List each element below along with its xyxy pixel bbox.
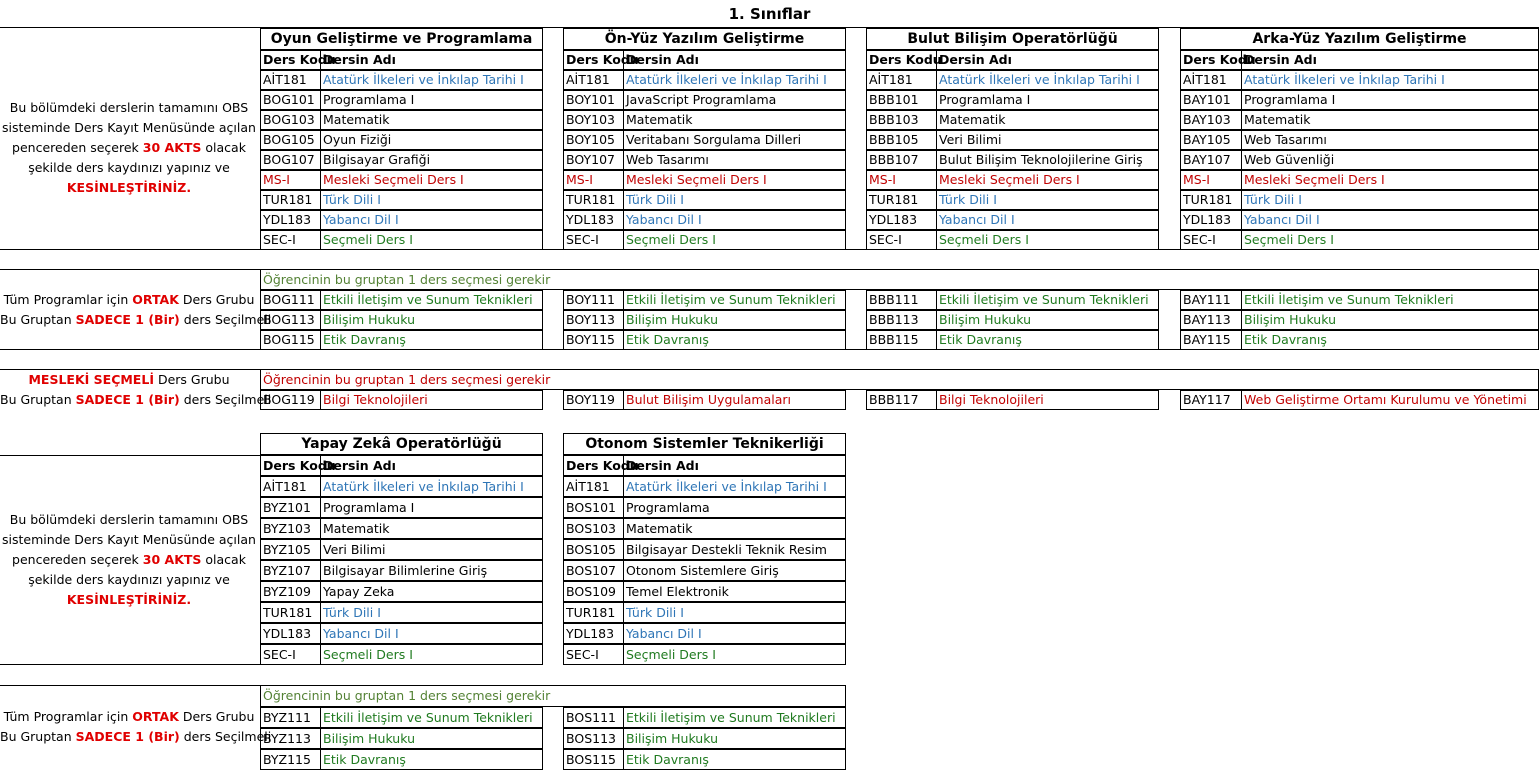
col-header-code: Ders Kodu [866,50,937,70]
note-text: Ders Grubu [178,709,255,724]
mesleki-code: BOY119 [563,390,624,410]
course-code: BOG107 [260,150,321,170]
course-name: Programlama [623,497,846,518]
note-main-top [0,98,258,198]
note-line [0,310,272,330]
mesleki-code: BAY117 [1180,390,1242,410]
ortak-code: BOY111 [563,290,624,310]
note-text: pencereden seçerek [12,552,143,567]
course-code: BYZ101 [260,497,321,518]
ortak-name: Etik Davranış [320,749,543,770]
program-title: Bulut Bilişim Operatörlüğü [866,28,1159,50]
course-name: Yabancı Dil I [936,210,1159,230]
note-text: Bu Gruptan [0,392,76,407]
course-name: Bulut Bilişim Teknolojilerine Giriş [936,150,1159,170]
course-name: Programlama I [936,90,1159,110]
col-header-code: Ders Kodu [260,455,321,476]
course-name: Matematik [1241,110,1539,130]
divider [0,455,260,456]
note-text: ders Seçilmeli [179,729,272,744]
note-text: ders Seçilmeli [179,392,272,407]
course-name: Web Tasarımı [1241,130,1539,150]
mesleki-code: BOG119 [260,390,321,410]
course-code: BOS107 [563,560,624,581]
course-code: AİT181 [260,476,321,497]
note-line [0,727,272,747]
note-text: Bu Gruptan [0,729,76,744]
ortak-code: BBB111 [866,290,937,310]
note-ortak-word: ORTAK [132,709,179,724]
course-code: SEC-I [260,230,321,250]
course-name: Mesleki Seçmeli Ders I [320,170,543,190]
course-name: Türk Dili I [623,190,846,210]
course-name: Matematik [623,110,846,130]
course-name: Matematik [936,110,1159,130]
group-note-ortak-bottom: Öğrencinin bu gruptan 1 ders seçmesi gerekir [260,685,846,707]
ortak-code: BYZ111 [260,707,321,728]
mesleki-code: BBB117 [866,390,937,410]
course-code: YDL183 [260,210,321,230]
course-code: TUR181 [563,602,624,623]
course-code: YDL183 [563,623,624,644]
course-code: BOS103 [563,518,624,539]
course-code: YDL183 [866,210,937,230]
ortak-code: BOS113 [563,728,624,749]
course-code: BAY103 [1180,110,1242,130]
course-code: TUR181 [1180,190,1242,210]
mesleki-name: Bilgi Teknolojileri [320,390,543,410]
ortak-name: Etkili İletişim ve Sunum Teknikleri [623,290,846,310]
col-header-code: Ders Kodu [260,50,321,70]
course-code: BYZ107 [260,560,321,581]
course-code: BOS101 [563,497,624,518]
ortak-code: BBB113 [866,310,937,330]
course-name: Veritabanı Sorgulama Dilleri [623,130,846,150]
divider [0,664,260,665]
course-name: Türk Dili I [623,602,846,623]
program-title: Ön-Yüz Yazılım Geliştirme [563,28,846,50]
course-name: Atatürk İlkeleri ve İnkılap Tarihi I [320,476,543,497]
course-code: AİT181 [866,70,937,90]
course-name: Türk Dili I [1241,190,1539,210]
note-line: sisteminde Ders Kayıt Menüsünde açılan [2,532,256,547]
course-name: Seçmeli Ders I [623,230,846,250]
course-name: Yabancı Dil I [320,210,543,230]
course-name: Bilgisayar Grafiği [320,150,543,170]
course-code: BOS105 [563,539,624,560]
note-akts: 30 AKTS [142,552,202,567]
note-ortak-bottom [0,707,272,747]
course-name: Programlama I [320,497,543,518]
course-code: AİT181 [563,476,624,497]
note-sadece: SADECE 1 (Bir) [75,312,180,327]
course-code: SEC-I [866,230,937,250]
course-code: BOY103 [563,110,624,130]
course-name: Temel Elektronik [623,581,846,602]
ortak-code: BOG111 [260,290,321,310]
course-code: BYZ103 [260,518,321,539]
group-note-ortak: Öğrencinin bu gruptan 1 ders seçmesi gerekir [260,269,1539,290]
course-name: Bilgisayar Bilimlerine Giriş [320,560,543,581]
program-title: Yapay Zekâ Operatörlüğü [260,433,543,455]
ortak-code: BAY111 [1180,290,1242,310]
note-text: olacak [201,552,246,567]
course-code: TUR181 [563,190,624,210]
course-name: Mesleki Seçmeli Ders I [1241,170,1539,190]
program-title: Otonom Sistemler Teknikerliği [563,433,846,455]
note-text: Tüm Programlar için [3,292,133,307]
course-name: Veri Bilimi [320,539,543,560]
note-line: Bu bölümdeki derslerin tamamını OBS [9,100,249,115]
note-akts: 30 AKTS [142,140,202,155]
course-name: Atatürk İlkeleri ve İnkılap Tarihi I [623,70,846,90]
note-line [0,707,258,727]
course-code: BAY107 [1180,150,1242,170]
note-line: şekilde ders kaydınızı yapınız ve [28,160,230,175]
note-text: Bu Gruptan [0,312,76,327]
program-title: Arka-Yüz Yazılım Geliştirme [1180,28,1539,50]
course-code: BOY101 [563,90,624,110]
note-mesleki [0,370,272,410]
course-code: BOY105 [563,130,624,150]
course-code: BYZ109 [260,581,321,602]
course-name: Otonom Sistemlere Giriş [623,560,846,581]
note-line [0,138,258,158]
note-mesleki-word: MESLEKİ SEÇMELİ [28,372,154,387]
course-code: BOG101 [260,90,321,110]
mesleki-name: Bilgi Teknolojileri [936,390,1159,410]
course-name: Seçmeli Ders I [623,644,846,665]
ortak-name: Bilişim Hukuku [623,728,846,749]
course-code: TUR181 [260,602,321,623]
note-text: olacak [201,140,246,155]
col-header-name: Dersin Adı [1241,50,1539,70]
course-name: Türk Dili I [320,602,543,623]
course-name: Türk Dili I [320,190,543,210]
course-code: BOG103 [260,110,321,130]
course-code: MS-I [1180,170,1242,190]
ortak-code: BOY115 [563,330,624,350]
ortak-name: Bilişim Hukuku [623,310,846,330]
program-title: Oyun Geliştirme ve Programlama [260,28,543,50]
ortak-code: BAY115 [1180,330,1242,350]
ortak-name: Etkili İletişim ve Sunum Teknikleri [320,707,543,728]
page-title: 1. Sınıflar [728,5,811,23]
note-ortak-top [0,290,272,330]
course-name: Seçmeli Ders I [320,230,543,250]
divider [0,685,260,686]
course-name: Mesleki Seçmeli Ders I [936,170,1159,190]
course-name: Seçmeli Ders I [320,644,543,665]
course-name: Atatürk İlkeleri ve İnkılap Tarihi I [623,476,846,497]
course-name: Türk Dili I [936,190,1159,210]
note-line [0,550,258,570]
ortak-name: Bilişim Hukuku [1241,310,1539,330]
ortak-code: BOY113 [563,310,624,330]
ortak-name: Etik Davranış [936,330,1159,350]
ortak-name: Bilişim Hukuku [320,728,543,749]
col-header-name: Dersin Adı [623,455,846,476]
ortak-code: BAY113 [1180,310,1242,330]
course-name: JavaScript Programlama [623,90,846,110]
note-kesin: KESİNLEŞTİRİNİZ. [66,592,192,607]
ortak-code: BOG115 [260,330,321,350]
course-code: YDL183 [1180,210,1242,230]
course-code: MS-I [563,170,624,190]
course-code: BOG105 [260,130,321,150]
note-line [0,390,272,410]
ortak-name: Etik Davranış [320,330,543,350]
col-header-name: Dersin Adı [936,50,1159,70]
col-header-code: Ders Kodu [1180,50,1242,70]
ortak-code: BOG113 [260,310,321,330]
col-header-code: Ders Kodu [563,50,624,70]
course-name: Yabancı Dil I [623,210,846,230]
group-note-mesleki: Öğrencinin bu gruptan 1 ders seçmesi gerekir [260,369,1539,390]
course-name: Matematik [623,518,846,539]
ortak-code: BBB115 [866,330,937,350]
ortak-name: Etik Davranış [623,330,846,350]
col-header-name: Dersin Adı [320,455,543,476]
note-line [0,370,258,390]
course-code: BBB101 [866,90,937,110]
note-text: ders Seçilmeli [179,312,272,327]
course-name: Yabancı Dil I [623,623,846,644]
course-name: Yabancı Dil I [320,623,543,644]
divider [0,249,1539,250]
note-sadece: SADECE 1 (Bir) [75,392,180,407]
course-name: Mesleki Seçmeli Ders I [623,170,846,190]
course-name: Atatürk İlkeleri ve İnkılap Tarihi I [320,70,543,90]
mesleki-name: Bulut Bilişim Uygulamaları [623,390,846,410]
course-code: TUR181 [866,190,937,210]
col-header-name: Dersin Adı [623,50,846,70]
note-ortak-word: ORTAK [132,292,179,307]
course-name: Web Güvenliği [1241,150,1539,170]
ortak-code: BOS111 [563,707,624,728]
ortak-name: Etkili İletişim ve Sunum Teknikleri [936,290,1159,310]
note-line: Bu bölümdeki derslerin tamamını OBS [9,512,249,527]
course-name: Programlama I [1241,90,1539,110]
note-text: Tüm Programlar için [3,709,133,724]
course-name: Matematik [320,110,543,130]
course-code: BBB107 [866,150,937,170]
course-name: Programlama I [320,90,543,110]
course-name: Seçmeli Ders I [1241,230,1539,250]
course-code: BBB105 [866,130,937,150]
ortak-name: Etkili İletişim ve Sunum Teknikleri [623,707,846,728]
course-name: Web Tasarımı [623,150,846,170]
ortak-name: Etik Davranış [623,749,846,770]
course-code: TUR181 [260,190,321,210]
course-code: SEC-I [563,230,624,250]
course-code: BYZ105 [260,539,321,560]
course-code: AİT181 [563,70,624,90]
course-code: BBB103 [866,110,937,130]
ortak-code: BYZ113 [260,728,321,749]
ortak-name: Bilişim Hukuku [936,310,1159,330]
course-code: SEC-I [563,644,624,665]
course-code: YDL183 [563,210,624,230]
course-name: Matematik [320,518,543,539]
course-code: MS-I [866,170,937,190]
course-code: MS-I [260,170,321,190]
course-code: BOY107 [563,150,624,170]
note-kesin: KESİNLEŞTİRİNİZ. [66,180,192,195]
course-code: YDL183 [260,623,321,644]
col-header-code: Ders Kodu [563,455,624,476]
course-name: Oyun Fiziği [320,130,543,150]
course-code: AİT181 [260,70,321,90]
ortak-name: Bilişim Hukuku [320,310,543,330]
divider [0,349,1539,350]
note-text: Ders Grubu [153,372,230,387]
note-main-bottom [0,510,258,610]
course-name: Bilgisayar Destekli Teknik Resim [623,539,846,560]
note-line [0,290,258,310]
note-line: sisteminde Ders Kayıt Menüsünde açılan [2,120,256,135]
course-code: BOS109 [563,581,624,602]
note-line [0,178,258,198]
ortak-name: Etkili İletişim ve Sunum Teknikleri [320,290,543,310]
note-line: şekilde ders kaydınızı yapınız ve [28,572,230,587]
note-line [0,590,258,610]
ortak-name: Etkili İletişim ve Sunum Teknikleri [1241,290,1539,310]
ortak-code: BYZ115 [260,749,321,770]
ortak-name: Etik Davranış [1241,330,1539,350]
course-code: AİT181 [1180,70,1242,90]
col-header-name: Dersin Adı [320,50,543,70]
course-name: Yabancı Dil I [1241,210,1539,230]
course-name: Veri Bilimi [936,130,1159,150]
course-code: BAY101 [1180,90,1242,110]
note-text: Ders Grubu [178,292,255,307]
course-name: Yapay Zeka [320,581,543,602]
course-name: Atatürk İlkeleri ve İnkılap Tarihi I [936,70,1159,90]
course-code: SEC-I [1180,230,1242,250]
course-code: SEC-I [260,644,321,665]
note-sadece: SADECE 1 (Bir) [75,729,180,744]
course-name: Atatürk İlkeleri ve İnkılap Tarihi I [1241,70,1539,90]
course-code: BAY105 [1180,130,1242,150]
course-name: Seçmeli Ders I [936,230,1159,250]
ortak-code: BOS115 [563,749,624,770]
note-text: pencereden seçerek [12,140,143,155]
mesleki-name: Web Geliştirme Ortamı Kurulumu ve Yönetimi [1241,390,1539,410]
